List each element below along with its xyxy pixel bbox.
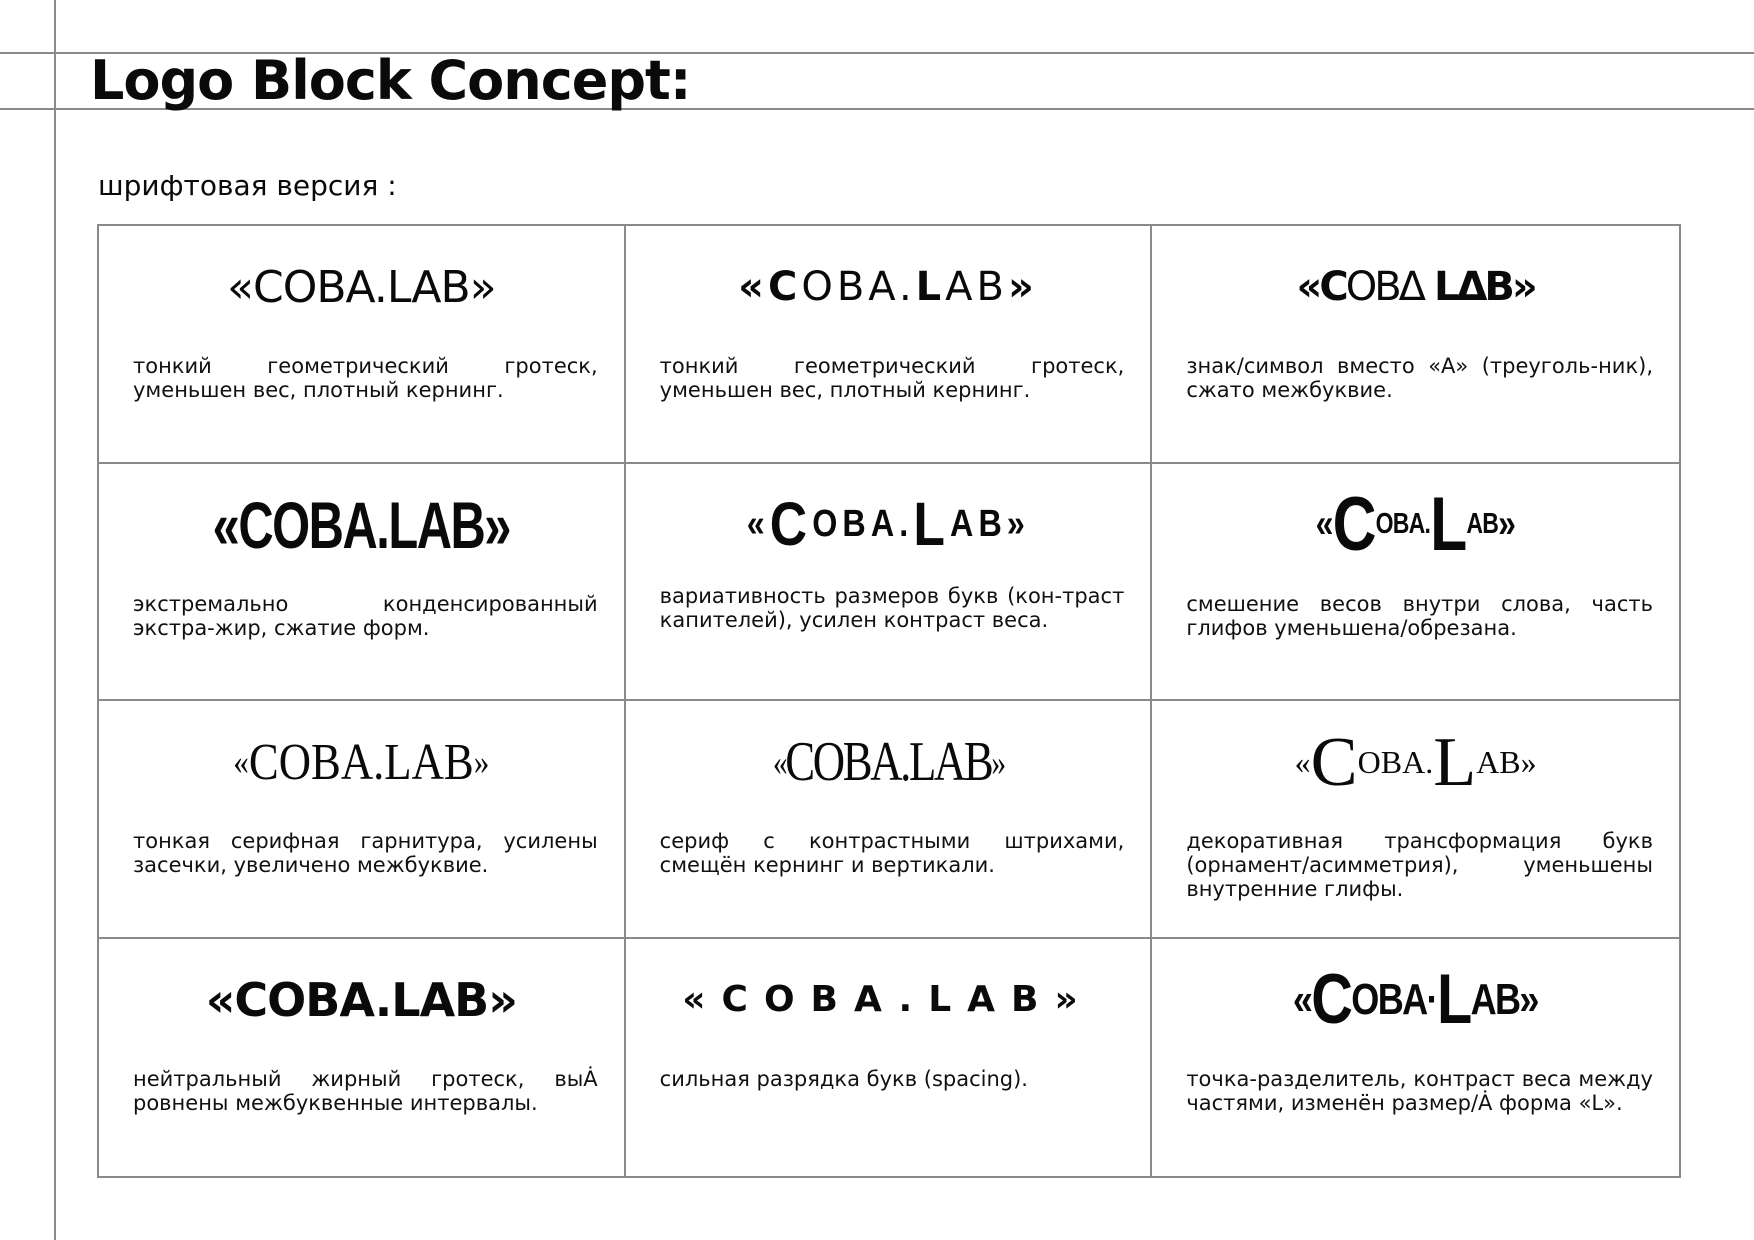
concept-description: тонкий геометрический гротеск, уменьшен вес, плотный кернинг. bbox=[659, 354, 1125, 402]
logo-letter-l: L bbox=[1430, 481, 1467, 567]
logo-wordmark: COBA.LAB bbox=[234, 972, 489, 1027]
concept-cell-6 bbox=[1152, 464, 1679, 702]
logo-close-quote: » bbox=[1006, 503, 1030, 545]
concept-description: смешение весов внутри слова, часть глифов уменьшена/обрезана. bbox=[1186, 591, 1653, 640]
concept-description: тонкий геометрический гротеск, уменьшен вес, плотный кернинг. bbox=[133, 354, 598, 402]
logo-close-quote: » bbox=[1520, 743, 1537, 780]
concept-cell-12 bbox=[1152, 939, 1679, 1177]
logo-sample-light-grotesk bbox=[626, 244, 1151, 330]
concept-description: знак/символ вместо «A» (треуголь-ник), сжато межбуквие. bbox=[1186, 354, 1653, 402]
logo-letters-oba: OBA. bbox=[1357, 743, 1434, 780]
logo-sample-contrast-serif bbox=[678, 719, 1098, 805]
logo-open-quote: « bbox=[682, 979, 722, 1020]
concept-description: вариативность размеров букв (кон-траст капителей), усилен контраст веса. bbox=[659, 583, 1125, 632]
logo-close-quote: » bbox=[484, 487, 510, 562]
logo-letter-c: C bbox=[1332, 481, 1377, 567]
logo-letters-oba: OBA· bbox=[1351, 974, 1438, 1024]
logo-open-quote: « bbox=[212, 487, 239, 562]
logo-letter-l: L bbox=[913, 490, 950, 559]
concept-cell-8 bbox=[626, 701, 1153, 939]
logo-wordmark: COBA.LAB bbox=[252, 261, 470, 313]
logo-letter-l: L bbox=[915, 264, 946, 310]
logo-sample-decorative-serif bbox=[1152, 719, 1679, 805]
logo-letters-oba: OBA. bbox=[1376, 508, 1431, 540]
logo-open-quote: « bbox=[746, 503, 770, 545]
logo-sample-small-caps-contrast bbox=[665, 482, 1111, 568]
logo-concept-grid bbox=[97, 224, 1681, 1178]
logo-close-quote: » bbox=[1054, 979, 1094, 1020]
logo-wordmark: COBA.LAB bbox=[784, 731, 992, 793]
logo-sample-thin-grotesk bbox=[99, 244, 624, 330]
logo-wordmark: COBA.LAB bbox=[248, 733, 474, 791]
logo-open-quote: « bbox=[772, 741, 785, 783]
concept-description: экстремально конденсированный экстра-жир, сжатие форм. bbox=[133, 591, 598, 640]
logo-sample-condensed-black bbox=[167, 482, 555, 568]
logo-sample-mixed-weights bbox=[1205, 482, 1626, 568]
concept-description: нейтральный жирный гротеск, выȦ ровнены межбуквенные интервалы. bbox=[133, 1066, 598, 1115]
concept-description: тонкая серифная гарнитура, усилены засечки, увеличено межбуквие. bbox=[133, 829, 598, 877]
concept-cell-1 bbox=[99, 226, 626, 464]
concept-cell-9 bbox=[1152, 701, 1679, 939]
logo-close-quote: » bbox=[473, 742, 490, 782]
logo-open-quote: « bbox=[1315, 502, 1333, 546]
logo-letters-ab: AB bbox=[945, 264, 1008, 310]
concept-cell-10 bbox=[99, 939, 626, 1177]
concept-description: декоративная трансформация букв (орнамент/асимметрия), уменьшены внутренние глифы. bbox=[1186, 829, 1653, 901]
logo-open-quote: « bbox=[1294, 743, 1311, 780]
logo-letters-ab: AB bbox=[1470, 974, 1520, 1024]
logo-letters-ab: AB bbox=[1466, 508, 1499, 540]
logo-letter-c: C bbox=[768, 264, 802, 310]
section-subtitle: шрифтовая версия : bbox=[98, 169, 397, 202]
logo-sample-thin-serif bbox=[136, 719, 587, 805]
logo-sample-wide-spacing bbox=[626, 957, 1151, 1043]
left-guide-line bbox=[54, 0, 56, 1240]
logo-close-quote: » bbox=[1519, 974, 1539, 1024]
logo-close-quote: » bbox=[991, 741, 1004, 783]
logo-letters-oba: OBA. bbox=[801, 264, 916, 310]
logo-sample-bold-grotesk bbox=[99, 957, 624, 1043]
logo-sample-dot-separator bbox=[1200, 957, 1632, 1043]
logo-letters-oba: OBA. bbox=[811, 503, 914, 545]
concept-description: сильная разрядка букв (spacing). bbox=[659, 1066, 1028, 1091]
concept-cell-4 bbox=[99, 464, 626, 702]
logo-wordmark: COBA.LAB bbox=[721, 979, 1055, 1020]
logo-open-quote: « bbox=[205, 972, 235, 1027]
logo-letter-c: C bbox=[1311, 959, 1352, 1039]
concept-cell-7 bbox=[99, 701, 626, 939]
concept-cell-2 bbox=[626, 226, 1153, 464]
logo-close-quote: » bbox=[1511, 264, 1535, 310]
logo-letter-l: L bbox=[1433, 722, 1477, 801]
logo-open-quote: « bbox=[738, 264, 768, 310]
logo-letter-c: C bbox=[1319, 264, 1346, 310]
logo-open-quote: « bbox=[227, 261, 253, 313]
logo-wordmark: COBA.LAB bbox=[238, 487, 485, 562]
logo-close-quote: » bbox=[469, 261, 496, 313]
logo-open-quote: « bbox=[1296, 264, 1320, 310]
page-title: Logo Block Concept: bbox=[90, 49, 691, 112]
logo-letter-c: C bbox=[1310, 722, 1358, 801]
logo-open-quote: « bbox=[233, 742, 249, 782]
logo-letters-ab: AB bbox=[1476, 743, 1521, 780]
concept-cell-11 bbox=[626, 939, 1153, 1177]
logo-letters-lab: LΔB bbox=[1433, 264, 1512, 310]
logo-close-quote: » bbox=[488, 972, 517, 1027]
concept-description: точка-разделитель, контраст веса между частями, изменён размер/Ȧ форма «L». bbox=[1186, 1066, 1653, 1115]
logo-close-quote: » bbox=[1007, 264, 1038, 310]
logo-letter-l: L bbox=[1437, 959, 1471, 1039]
concept-cell-3 bbox=[1152, 226, 1679, 464]
logo-letters-oba: OBΔ bbox=[1345, 264, 1424, 310]
concept-description: сериф с контрастными штрихами, смещён кернинг и вертикали. bbox=[659, 829, 1125, 877]
concept-cell-5 bbox=[626, 464, 1153, 702]
logo-open-quote: « bbox=[1293, 974, 1312, 1024]
logo-close-quote: » bbox=[1498, 502, 1516, 546]
logo-sample-triangle-glyph bbox=[1152, 244, 1679, 330]
logo-letters-ab: AB bbox=[949, 503, 1007, 545]
logo-letter-c: C bbox=[769, 490, 812, 559]
